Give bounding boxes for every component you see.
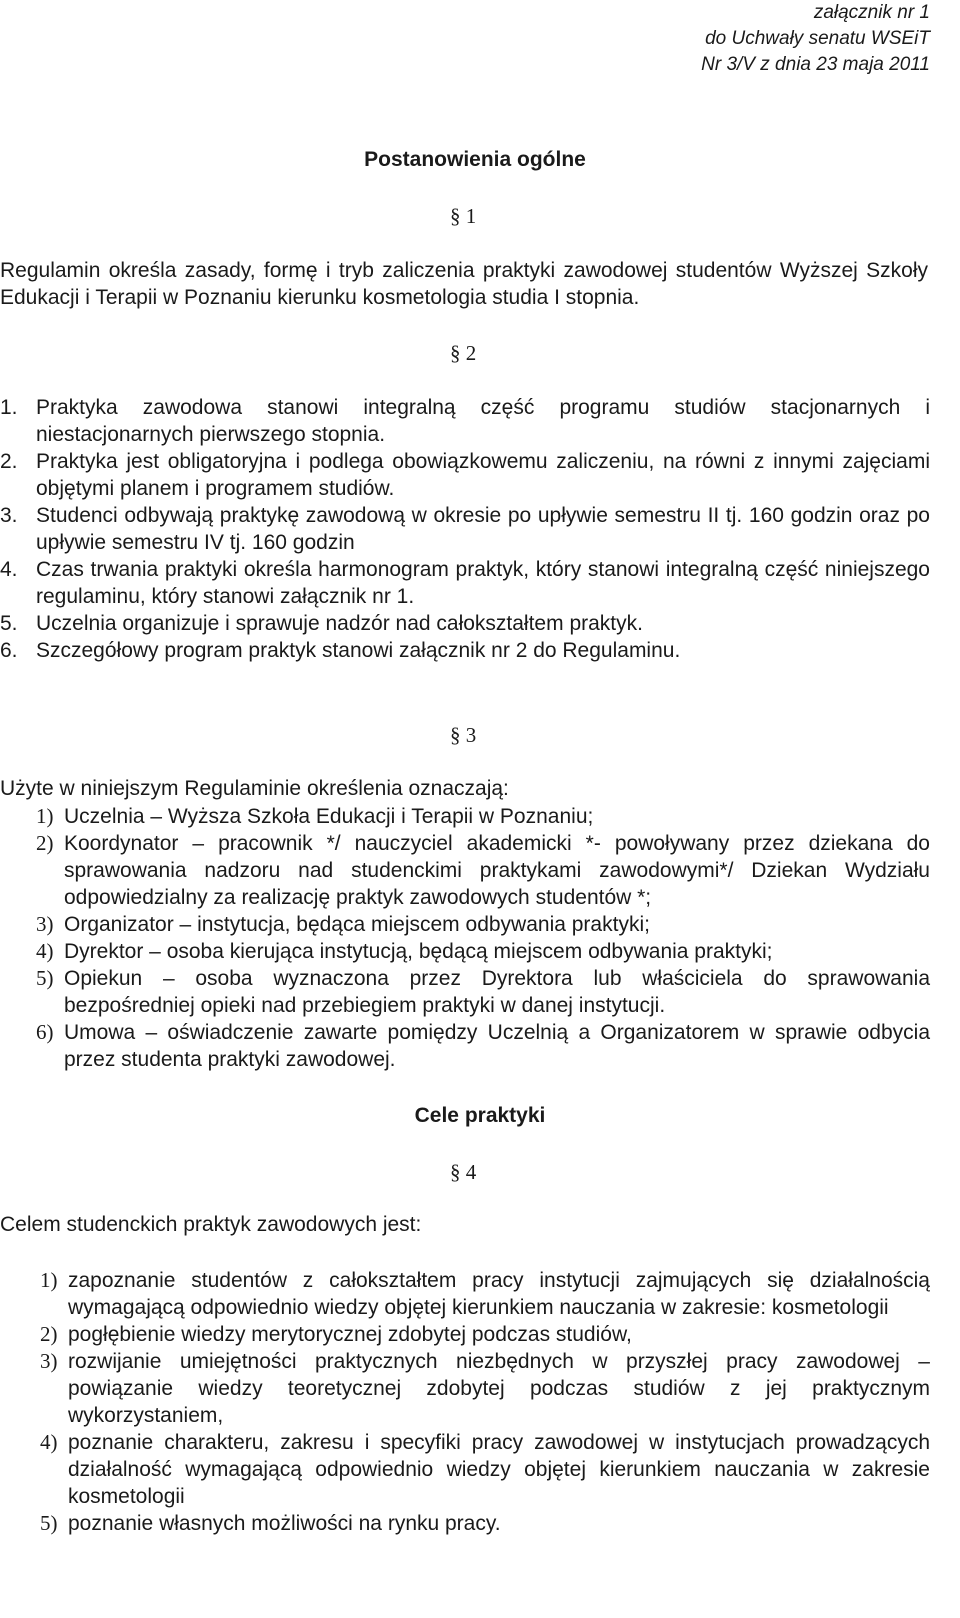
list-item [0,1348,930,1429]
list-item [0,502,930,556]
paragraph-1-text: Regulamin określa zasady, formę i tryb zaliczenia praktyki zawodowej studentów Wyższej Szkoły Edukacji i Terapii w Poznaniu kierunku kosmetologia studia I stopnia. [0,259,928,309]
document-header [701,0,930,78]
paragraph-symbol-4: § 4 [450,1160,477,1184]
list-item-number: 3. [0,504,18,527]
list-item-number: 4) [36,939,54,963]
list-item-text: Dyrektor – osoba kierująca instytucją, będącą miejscem odbywania praktyki; [64,940,773,963]
list-item-number: 2. [0,450,18,473]
list-item-number: 5. [0,612,18,635]
list-item [0,556,930,610]
section-title-goals: Cele praktyki [414,1104,546,1127]
list-item [0,394,930,448]
list-item-number: 6. [0,639,18,662]
list-item-number: 5) [40,1511,58,1535]
list-item-text: pogłębienie wiedzy merytorycznej zdobytej podczas studiów, [68,1323,632,1346]
list-item-text: poznanie własnych możliwości na rynku pracy. [68,1512,501,1535]
list-item [0,637,930,664]
list-item-text: Uczelnia organizuje i sprawuje nadzór nad całokształtem praktyk. [36,612,643,635]
paragraph-symbol-2: § 2 [450,341,477,365]
list-item-text: Praktyka zawodowa stanowi integralną część programu studiów stacjonarnych i niestacjonarnych pierwszego stopnia. [36,396,930,446]
list-item [0,1429,930,1510]
list-item [0,803,930,830]
list-item-number: 2) [36,831,54,855]
list-item-text: Czas trwania praktyki określa harmonogram praktyk, który stanowi integralną część niniejszego regulaminu, który stanowi załącznik nr 1. [36,558,930,608]
list-item [0,938,930,965]
list-item-number: 4. [0,558,18,581]
list-item [0,1019,930,1073]
paragraph-4-intro: Celem studenckich praktyk zawodowych jest: [0,1213,422,1236]
definitions-list [0,803,930,1073]
list-item-text: zapoznanie studentów z całokształtem pracy instytucji zajmujących się działalnością wymagającą odpowiednio wiedzy objętej kierunkiem nauczania w zakresie: kosmetologii [68,1269,930,1319]
goals-list [0,1267,930,1537]
list-item-text: Organizator – instytucja, będąca miejscem odbywania praktyki; [64,913,650,936]
section-title-general: Postanowienia ogólne [364,148,586,171]
list-item-text: Koordynator – pracownik */ nauczyciel akademicki *- powoływany przez dziekana do sprawowania nadzoru nad studenckimi praktykami zawodowymi*/ Dziekan Wydziału odpowiedzialny za realizację praktyk zawodowych studentów *; [64,832,930,909]
list-item-number: 1) [36,804,54,828]
list-item-number: 3) [36,912,54,936]
list-item [0,1510,930,1537]
list-item-text: Opiekun – osoba wyznaczona przez Dyrektora lub właściciela do sprawowania bezpośredniej opieki nad przebiegiem praktyki w danej instytucji. [64,967,930,1017]
list-item-number: 2) [40,1322,58,1346]
list-item [0,448,930,502]
list-item [0,965,930,1019]
header-attachment-label: załącznik nr 1 [813,2,930,23]
header-resolution-number: Nr 3/V z dnia 23 maja 2011 [701,54,930,75]
list-item [0,911,930,938]
list-item-text: rozwijanie umiejętności praktycznych niezbędnych w przyszłej pracy zawodowej – powiązanie wiedzy teoretycznej zdobytej podczas studiów z jej praktycznym wykorzystaniem, [68,1350,930,1427]
header-resolution-label: do Uchwały senatu WSEiT [705,28,930,49]
list-item-text: poznanie charakteru, zakresu i specyfiki pracy zawodowej w instytucjach prowadzących działalność wymagającą odpowiednio wiedzy objętej kierunkiem nauczania w zakresie kosmetologii [68,1431,930,1508]
paragraph-symbol-3: § 3 [450,723,477,747]
list-item-text: Szczegółowy program praktyk stanowi załącznik nr 2 do Regulaminu. [36,639,681,662]
paragraph-3-intro: Użyte w niniejszym Regulaminie określenia oznaczają: [0,777,509,800]
list-item [0,1321,930,1348]
list-item-number: 5) [36,966,54,990]
list-item-number: 1. [0,396,18,419]
list-item-number: 1) [40,1268,58,1292]
list-item-text: Umowa – oświadczenie zawarte pomiędzy Uczelnią a Organizatorem w sprawie odbycia przez studenta praktyki zawodowej. [64,1021,930,1071]
list-item-text: Praktyka jest obligatoryjna i podlega obowiązkowemu zaliczeniu, na równi z innymi zajęciami objętymi planem i programem studiów. [36,450,930,500]
paragraph-2-list [0,394,930,664]
list-item-number: 4) [40,1430,58,1454]
list-item [0,830,930,911]
paragraph-symbol-1: § 1 [450,204,477,228]
list-item [0,1267,930,1321]
list-item-text: Uczelnia – Wyższa Szkoła Edukacji i Terapii w Poznaniu; [64,805,594,828]
list-item-number: 6) [36,1020,54,1044]
list-item-text: Studenci odbywają praktykę zawodową w okresie po upływie semestru II tj. 160 godzin oraz po upływie semestru IV tj. 160 godzin [36,504,930,554]
list-item-number: 3) [40,1349,58,1373]
list-item [0,610,930,637]
